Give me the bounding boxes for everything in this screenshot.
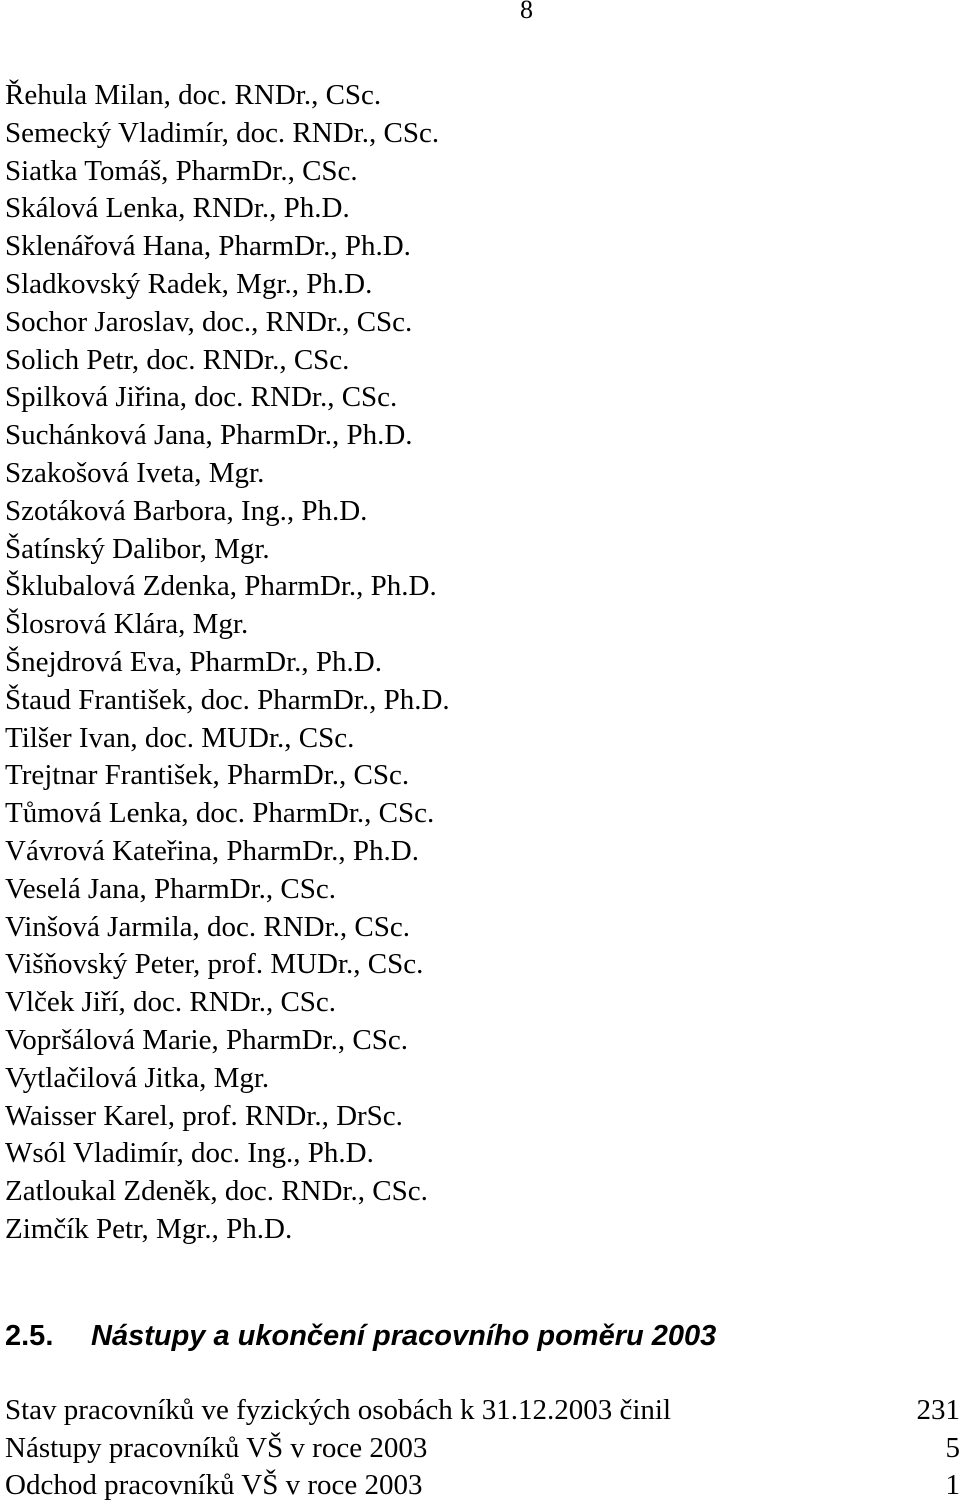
stat-value: 1	[945, 1469, 960, 1501]
page-number: 8	[520, 0, 533, 24]
list-item: Šatínský Dalibor, Mgr.	[5, 532, 270, 565]
list-item: Waisser Karel, prof. RNDr., DrSc.	[5, 1099, 403, 1132]
stat-value: 5	[945, 1431, 960, 1464]
list-item: Suchánková Jana, PharmDr., Ph.D.	[5, 419, 413, 452]
list-item: Sladkovský Radek, Mgr., Ph.D.	[5, 267, 373, 300]
stat-value: 231	[916, 1394, 960, 1426]
list-item: Vávrová Kateřina, PharmDr., Ph.D.	[5, 834, 419, 867]
stat-label: Odchod pracovníků VŠ v roce 2003	[5, 1469, 423, 1501]
stat-label: Nástupy pracovníků VŠ v roce 2003	[5, 1431, 428, 1464]
section-number: 2.5.	[5, 1320, 54, 1352]
stat-row	[5, 1392, 960, 1430]
list-item: Zatloukal Zdeněk, doc. RNDr., CSc.	[5, 1175, 428, 1208]
list-item: Šlosrová Klára, Mgr.	[5, 608, 249, 641]
section-title: Nástupy a ukončení pracovního poměru 2003	[91, 1320, 717, 1352]
section-heading	[5, 1316, 716, 1356]
stats-table	[5, 1392, 960, 1505]
list-item: Šnejdrová Eva, PharmDr., Ph.D.	[5, 645, 382, 678]
list-item: Trejtnar František, PharmDr., CSc.	[5, 759, 410, 792]
list-item: Vinšová Jarmila, doc. RNDr., CSc.	[5, 910, 411, 943]
list-item: Veselá Jana, PharmDr., CSc.	[5, 872, 337, 905]
list-item: Wsól Vladimír, doc. Ing., Ph.D.	[5, 1137, 374, 1170]
list-item: Semecký Vladimír, doc. RNDr., CSc.	[5, 116, 440, 149]
list-item: Solich Petr, doc. RNDr., CSc.	[5, 343, 350, 376]
list-item: Vlček Jiří, doc. RNDr., CSc.	[5, 986, 337, 1019]
list-item: Sochor Jaroslav, doc., RNDr., CSc.	[5, 305, 413, 338]
stat-row	[5, 1430, 960, 1468]
list-item: Višňovský Peter, prof. MUDr., CSc.	[5, 948, 424, 981]
list-item: Skálová Lenka, RNDr., Ph.D.	[5, 192, 350, 225]
list-item: Zimčík Petr, Mgr., Ph.D.	[5, 1212, 293, 1245]
list-item: Sklenářová Hana, PharmDr., Ph.D.	[5, 230, 411, 263]
staff-list	[5, 77, 450, 1249]
list-item: Štaud František, doc. PharmDr., Ph.D.	[5, 683, 450, 716]
list-item: Tůmová Lenka, doc. PharmDr., CSc.	[5, 797, 435, 830]
list-item: Siatka Tomáš, PharmDr., CSc.	[5, 154, 358, 187]
list-item: Tilšer Ivan, doc. MUDr., CSc.	[5, 721, 355, 754]
list-item: Šklubalová Zdenka, PharmDr., Ph.D.	[5, 570, 437, 603]
list-item: Vytlačilová Jitka, Mgr.	[5, 1061, 270, 1094]
stat-label: Stav pracovníků ve fyzických osobách k 31.12.2003 činil	[5, 1394, 672, 1426]
list-item: Szotáková Barbora, Ing., Ph.D.	[5, 494, 368, 527]
list-item: Spilková Jiřina, doc. RNDr., CSc.	[5, 381, 398, 414]
list-item: Szakošová Iveta, Mgr.	[5, 456, 265, 489]
stat-row	[5, 1467, 960, 1505]
list-item: Vopršálová Marie, PharmDr., CSc.	[5, 1023, 408, 1056]
list-item: Řehula Milan, doc. RNDr., CSc.	[5, 79, 382, 111]
